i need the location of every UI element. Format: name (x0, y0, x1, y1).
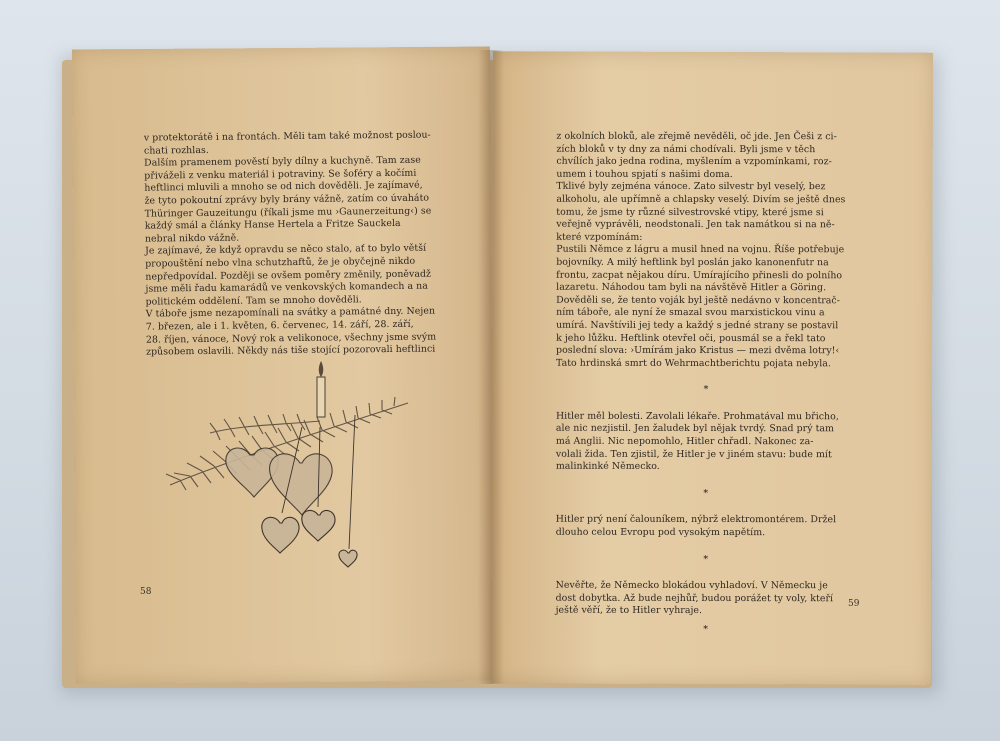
text-line: veřejně vyprávěli, neodstonali. Jen tak namátkou si na ně- (556, 218, 835, 231)
book-gutter (478, 50, 504, 684)
text-line: jsme měli řadu kamarádů ve venkovských komandech a na (145, 280, 428, 295)
text-line: z okolních bloků, ale zřejmě nevěděli, oč jde. Jen Češi z ci- (556, 130, 837, 143)
text-line: Nevěřte, že Německo blokádou vyhladoví. V Německu je (555, 579, 828, 592)
text-line: V táboře jsme nezapomínali na svátky a památné dny. Nejen (145, 305, 436, 320)
text-line: zích bloků v ty dny za námi chodívali. Byli jsme v těch (556, 143, 816, 155)
text-line: Tato hrdinská smrt do Wehrmachtberichtu pojata nebyla. (556, 357, 831, 369)
left-page-text (144, 129, 446, 359)
text-line: 7. březen, ale i 1. květen, 6. červenec, 14. září, 28. září, (145, 318, 414, 333)
section-separator: * (703, 623, 708, 635)
text-line: umírá. Navštívili jej tedy a každý s jedné strany se postavil (556, 319, 839, 332)
text-line: způsobem oslavili. Někdy nás tiše stojící pozorovali heftlinci (146, 343, 436, 358)
text-line: malinkinké Německo. (555, 460, 660, 473)
text-line: lazaretu. Náhodou tam byli na návštěvě Hitler a Göring. (556, 281, 827, 294)
text-line: tomu, že jsme ty různé silvestrovské vtipy, které jsme si (556, 206, 824, 218)
text-line: dlouho celou Evropu pod vysokým napětím. (555, 526, 766, 539)
candle-icon (317, 377, 325, 417)
text-line: Tklivé byly zejména vánoce. Zato silvestr byl veselý, bez (556, 181, 826, 193)
text-line: každý smál a články Hanse Hertela a Fritze Sauckela (144, 218, 401, 232)
text-line: alkoholu, ale upřímně a chlapsky veselý. Divím se ještě dnes (556, 193, 846, 206)
text-line: má Anglii. Nic nepomohlo, Hitler chřadl. Nakonec za- (555, 435, 814, 448)
text-line: nepředpovídal. Později se ovšem poměry změnily, poněvadž (145, 268, 432, 283)
heart-icon (339, 550, 357, 567)
text-line: Hitler prý není čalouníkem, nýbrž elektromontérem. Držel (555, 514, 837, 526)
heart-icon (262, 517, 299, 553)
text-line: 28. říjen, vánoce, Nový rok a velikonoce, všechny jsme svým (145, 331, 437, 346)
text-line: Dověděli se, že tento voják byl ještě nedávno v koncentrač- (556, 294, 840, 306)
text-line: poslední slova: ›Umírám jako Kristus — mezi dvěma lotry!‹ (556, 344, 840, 357)
text-line: k jeho lůžku. Heftlink otevřel oči, pousmál se a řekl tato (556, 332, 826, 344)
text-line: umem i touhou spjatí s našimi doma. (556, 168, 733, 180)
text-line: heftlinci mluvili a mnoho se od nich dověděli. Je zajímavé, (144, 180, 423, 194)
text-line: dost dobytka. Až bude nejhůř, budou porážet ty voly, kteří (555, 592, 834, 605)
text-line: politickém oddělení. Tam se mnoho dověděli. (145, 294, 362, 308)
text-line: v protektorátě i na frontách. Měli tam také možnost poslou- (143, 129, 431, 144)
text-line: chvílích jako jedna rodina, myšlením a vzpomínkami, roz- (556, 155, 832, 168)
text-line: přiváželi z venku materiál i potraviny. Se šoféry a kočími (144, 167, 417, 182)
text-line: nebral nikdo vážně. (144, 232, 240, 245)
text-line: ještě věří, že to Hitler vyhraje. (555, 605, 703, 617)
page-number-left: 58 (140, 587, 152, 597)
heart-ornaments (226, 448, 357, 567)
text-line: ním táboře, ale nyní že smazal svou marxistickou vinu a (556, 307, 825, 319)
section-separator: * (703, 384, 709, 396)
text-line: bojovníky. A milý heftlink byl poslán jako kanonenfutr na (556, 256, 829, 269)
section-separator: * (703, 487, 709, 499)
candle-flame-icon (319, 361, 324, 377)
text-line: které vzpomínám: (556, 231, 643, 243)
text-line: Pustili Němce z lágru a musil hned na vojnu. Říše potřebuje (556, 244, 845, 256)
text-line: Thüringer Gauzeitungu (říkali jsme mu ›Gaunerzeitung‹) se (144, 205, 432, 220)
text-line: volali žida. Ten zjistil, že Hitler je v jiném stavu: bude mít (555, 448, 832, 460)
text-line: propouštění nebo vlna schutzhaftů, že je obyčejně nikdo (145, 255, 416, 270)
heart-icon (302, 510, 335, 541)
section-separator: * (703, 553, 709, 565)
text-line: Je zajímavé, že když opravdu se něco stalo, ať to bylo větší (145, 242, 427, 257)
text-line: ale nic nezjistil. Jen žaludek byl nějak tvrdý. Snad prý tam (555, 423, 834, 435)
heart-icon (270, 454, 333, 515)
text-line: Dalším pramenem pověstí byly dílny a kuchyně. Tam zase (144, 154, 421, 169)
text-line: chati rozhlas. (143, 144, 209, 157)
text-line: že tyto pokoutní zprávy byly brány vážně, zatím co úvaháto (144, 192, 430, 207)
right-page-text (556, 131, 867, 637)
page-number-right: 59 (848, 599, 860, 609)
text-line: Hitler měl bolesti. Zavolali lékaře. Prohmatával mu břicho, (555, 410, 839, 423)
text-line: frontu, zacpat nějakou díru. Umírajícího přinesli do polního (556, 269, 843, 281)
christmas-branch-illustration (150, 355, 420, 585)
